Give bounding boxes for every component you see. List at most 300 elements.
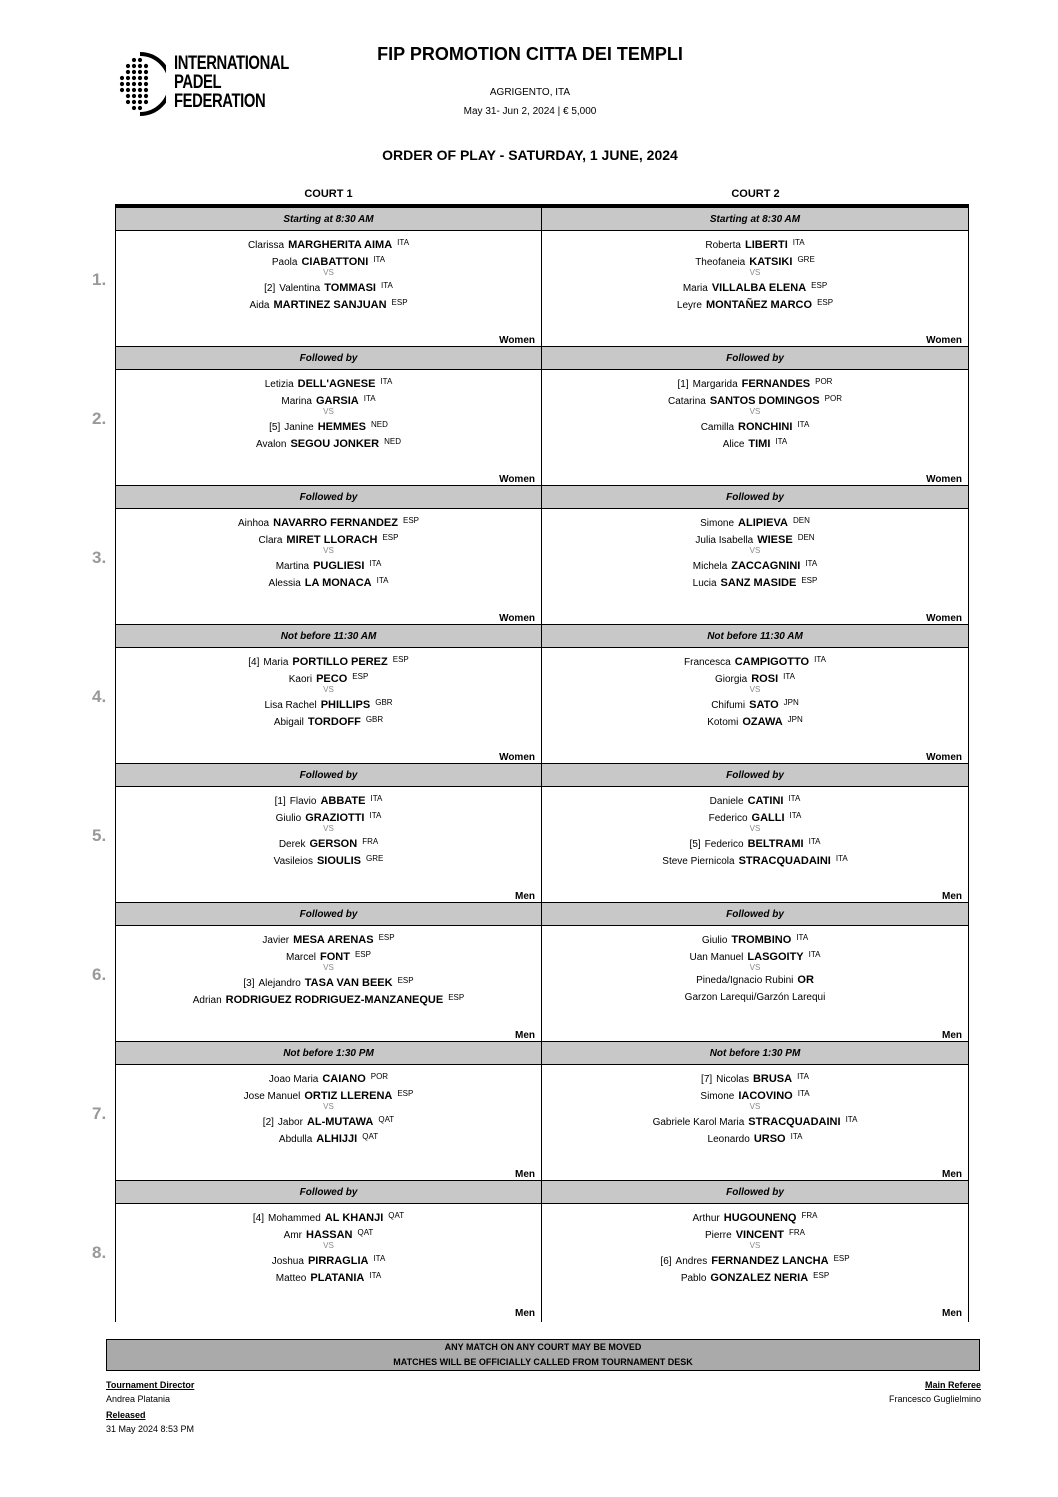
player	[116, 529, 541, 546]
player-last-name: BELTRAMI	[747, 838, 804, 850]
player-seed: [5]	[269, 422, 281, 433]
player-first-name: Aida	[249, 300, 270, 311]
match-slot	[116, 485, 541, 624]
player-last-name: HUGOUNENQ	[723, 1212, 797, 1224]
ipf-logo	[118, 50, 288, 118]
player	[116, 807, 541, 824]
player-first-name: Janine	[284, 422, 314, 433]
player-last-name: GERSON	[309, 838, 358, 850]
player-nationality: ITA	[373, 1254, 386, 1263]
player-first-name: Abigail	[273, 717, 304, 728]
player-nationality: FRA	[801, 1211, 818, 1220]
court-1-column	[115, 207, 542, 1322]
player-nationality: ITA	[792, 238, 805, 247]
player-first-name: Javier	[262, 935, 290, 946]
player	[542, 1267, 968, 1284]
player-first-name: Simone	[700, 1091, 735, 1102]
slot-start-time: Not before 1:30 PM	[116, 1041, 541, 1065]
notice-line-1: ANY MATCH ON ANY COURT MAY BE MOVED	[444, 1342, 642, 1352]
vs-label: VS	[323, 963, 334, 972]
player	[542, 373, 968, 390]
player-nationality: GRE	[797, 255, 815, 264]
player-last-name: STRACQUADAINI	[738, 855, 831, 867]
player-nationality: ESP	[448, 993, 465, 1002]
player	[542, 989, 968, 1006]
player-nationality: FRA	[788, 1228, 805, 1237]
player-nationality: ITA	[790, 1132, 803, 1141]
vs-label: VS	[749, 685, 761, 694]
player-first-name: Adrian	[192, 995, 222, 1006]
match-players	[116, 651, 541, 728]
player-last-name: STRACQUADAINI	[748, 1116, 841, 1128]
player-first-name: Marina	[281, 396, 312, 407]
match-number: 4.	[92, 687, 107, 706]
player-nationality: DEN	[792, 516, 810, 525]
player-nationality: NED	[370, 420, 388, 429]
player-first-name: Uan Manuel	[689, 952, 744, 963]
player-last-name: CIABATTONI	[301, 256, 369, 268]
player	[542, 294, 968, 311]
player	[116, 989, 541, 1006]
tournament-location: AGRIGENTO, ITA	[489, 87, 571, 98]
player	[542, 416, 968, 433]
player-nationality: ESP	[813, 1271, 830, 1280]
match-slot	[116, 624, 541, 763]
player-first-name: Pablo	[680, 1273, 707, 1284]
match-slot	[116, 763, 541, 902]
player-nationality: ITA	[380, 377, 393, 386]
player	[542, 1250, 968, 1267]
player-first-name: Alice	[722, 439, 745, 450]
player-nationality: ITA	[814, 655, 826, 664]
player	[542, 1085, 968, 1102]
player-seed: [5]	[689, 839, 701, 850]
player-last-name: KATSIKI	[749, 256, 793, 268]
player-nationality: ITA	[808, 837, 821, 846]
vs-label: VS	[323, 407, 334, 416]
player-last-name: NAVARRO FERNANDEZ	[273, 517, 398, 529]
player	[542, 1224, 968, 1241]
tournament-dates: May 31- Jun 2, 2024 | € 5,000	[463, 106, 597, 117]
player-first-name: Marcel	[286, 952, 317, 963]
player-nationality: ESP	[833, 1254, 850, 1263]
logo-line-2: PADEL	[174, 72, 222, 93]
match-players	[542, 1068, 968, 1145]
player-last-name: OR	[797, 974, 814, 986]
player-nationality: ITA	[397, 238, 410, 247]
player-first-name: Daniele	[709, 796, 744, 807]
player-last-name: PLATANIA	[310, 1272, 365, 1284]
player-nationality: ITA	[369, 811, 382, 820]
player-last-name: ZACCAGNINI	[731, 560, 801, 572]
player	[116, 694, 541, 711]
player	[542, 529, 968, 546]
player-last-name: WIESE	[757, 534, 793, 546]
referee-label: Main Referee	[924, 1380, 981, 1390]
player-last-name: AL-MUTAWA	[306, 1116, 374, 1128]
player-first-name: Clara	[258, 535, 283, 546]
player-last-name: MESA ARENAS	[293, 934, 374, 946]
player-last-name: MONTAÑEZ MARCO	[705, 299, 813, 311]
player-first-name: Jose Manuel	[243, 1091, 301, 1102]
match-category: Men	[942, 1308, 962, 1319]
match-category: Women	[499, 335, 535, 346]
match-players	[116, 929, 541, 1006]
vs-label: VS	[323, 824, 334, 833]
ipf-ball-icon	[118, 50, 166, 118]
match-category: Men	[515, 1308, 535, 1319]
vs-label: VS	[749, 824, 761, 833]
player-nationality: ITA	[783, 672, 795, 681]
slot-start-time: Followed by	[116, 902, 541, 926]
slot-start-time: Followed by	[116, 346, 541, 370]
player-first-name: Clarissa	[247, 240, 285, 251]
vs-label: VS	[323, 268, 334, 277]
player-nationality: GBR	[365, 715, 384, 724]
match-players	[542, 234, 968, 311]
player-nationality: ESP	[403, 516, 420, 525]
player-first-name: Federico	[708, 813, 748, 824]
match-category: Men	[515, 891, 535, 902]
match-slot	[542, 346, 968, 485]
player	[542, 390, 968, 407]
player-nationality: GRE	[365, 854, 384, 863]
player-first-name: Julia Isabella	[695, 535, 754, 546]
player-last-name: PHILLIPS	[320, 699, 371, 711]
player-nationality: ITA	[805, 559, 818, 568]
match-slot	[542, 763, 968, 902]
player	[116, 850, 541, 867]
player-nationality: ITA	[380, 281, 393, 290]
match-players	[542, 512, 968, 589]
player	[542, 572, 968, 589]
player-last-name: LASGOITY	[747, 951, 804, 963]
player	[542, 555, 968, 572]
main-referee-block	[889, 1380, 981, 1404]
player-last-name: MARTINEZ SANJUAN	[273, 299, 387, 311]
player	[542, 668, 968, 685]
player-last-name: RODRIGUEZ RODRIGUEZ-MANZANEQUE	[225, 994, 444, 1006]
player	[116, 1250, 541, 1267]
match-number: 1.	[92, 270, 107, 289]
player-first-name: Jabor	[277, 1117, 303, 1128]
match-category: Women	[926, 613, 962, 624]
player-nationality: POR	[370, 1072, 389, 1081]
player-first-name: Lucia	[692, 578, 717, 589]
player	[116, 790, 541, 807]
player-nationality: DEN	[797, 533, 815, 542]
player-first-name: Roberta	[705, 240, 741, 251]
player-first-name: Ainhoa	[237, 518, 270, 529]
player	[542, 807, 968, 824]
player-last-name: PECO	[316, 673, 348, 685]
player-nationality: ITA	[797, 420, 810, 429]
player-first-name: Kotomi	[707, 717, 739, 728]
player-nationality: NED	[384, 437, 401, 446]
player-last-name: LA MONACA	[304, 577, 372, 589]
player-seed: [2]	[264, 283, 276, 294]
player-first-name: Steve Piernicola	[662, 856, 735, 867]
player	[116, 572, 541, 589]
player-nationality: ITA	[363, 394, 376, 403]
player-seed: [1]	[677, 379, 689, 390]
player-first-name: Martina	[275, 561, 310, 572]
slot-start-time: Not before 1:30 PM	[542, 1041, 968, 1065]
player-first-name: Nicolas	[716, 1074, 749, 1085]
player-nationality: ESP	[811, 281, 828, 290]
player-first-name: Flavio	[289, 796, 317, 807]
player-first-name: Alessia	[268, 578, 301, 589]
match-category: Men	[942, 1169, 962, 1180]
player-first-name: Vasileios	[273, 856, 313, 867]
player-nationality: ITA	[789, 811, 802, 820]
player	[542, 1111, 968, 1128]
match-slot	[116, 1180, 541, 1319]
court-1-header: COURT 1	[304, 188, 353, 200]
player-first-name: Federico	[704, 839, 744, 850]
court-2-header: COURT 2	[731, 188, 780, 200]
player	[542, 1128, 968, 1145]
match-players	[542, 790, 968, 867]
player	[116, 668, 541, 685]
player-nationality: JPN	[783, 698, 799, 707]
player-first-name: Joao Maria	[268, 1074, 319, 1085]
match-slot	[542, 207, 968, 346]
player	[542, 277, 968, 294]
match-players	[542, 651, 968, 728]
player-first-name: Abdulla	[278, 1134, 313, 1145]
player-seed: [4]	[252, 1213, 264, 1224]
player-nationality: ITA	[376, 576, 389, 585]
player-nationality: ESP	[378, 933, 395, 942]
match-slot	[116, 207, 541, 346]
player-nationality: POR	[815, 377, 833, 386]
player	[542, 251, 968, 268]
match-players	[116, 373, 541, 450]
player	[542, 833, 968, 850]
player-last-name: GRAZIOTTI	[305, 812, 365, 824]
match-players	[116, 1207, 541, 1284]
match-category: Men	[942, 1030, 962, 1041]
player-nationality: ITA	[797, 1072, 809, 1081]
match-number: 5.	[92, 826, 107, 845]
slot-start-time: Followed by	[116, 763, 541, 787]
player-last-name: RONCHINI	[738, 421, 793, 433]
player	[542, 946, 968, 963]
player	[116, 390, 541, 407]
player-last-name: CAIANO	[322, 1073, 366, 1085]
vs-label: VS	[749, 546, 761, 555]
match-category: Women	[499, 474, 535, 485]
player	[116, 294, 541, 311]
player	[116, 711, 541, 728]
match-slot	[116, 1041, 541, 1180]
slot-start-time: Followed by	[542, 1180, 968, 1204]
player-last-name: TOMMASI	[324, 282, 376, 294]
player-last-name: IACOVINO	[738, 1090, 793, 1102]
player-nationality: ITA	[370, 794, 383, 803]
slot-start-time: Not before 11:30 AM	[116, 624, 541, 648]
player-last-name: TORDOFF	[307, 716, 361, 728]
match-category: Women	[926, 752, 962, 763]
player	[116, 929, 541, 946]
slot-start-time: Followed by	[542, 763, 968, 787]
match-players	[116, 790, 541, 867]
player	[542, 790, 968, 807]
match-category: Men	[515, 1030, 535, 1041]
player-first-name: Michela	[692, 561, 728, 572]
match-players	[116, 234, 541, 311]
player-last-name: HEMMES	[317, 421, 366, 433]
player-first-name: Arthur	[692, 1213, 720, 1224]
notice-line-2: MATCHES WILL BE OFFICIALLY CALLED FROM TOURNAMENT DESK	[393, 1357, 693, 1367]
player	[542, 1207, 968, 1224]
player-last-name: TIMI	[748, 438, 771, 450]
player-last-name: AL KHANJI	[324, 1212, 384, 1224]
player	[116, 277, 541, 294]
match-players	[116, 512, 541, 589]
match-slot	[542, 1180, 968, 1319]
player-nationality: ESP	[397, 1089, 414, 1098]
player-nationality: JPN	[787, 715, 803, 724]
order-of-play-title: ORDER OF PLAY - SATURDAY, 1 JUNE, 2024	[382, 147, 678, 163]
player-last-name: CATINI	[747, 795, 784, 807]
match-number: 8.	[92, 1243, 107, 1262]
player-first-name: Maria	[682, 283, 708, 294]
slot-start-time: Followed by	[542, 485, 968, 509]
player-last-name: BRUSA	[752, 1073, 793, 1085]
player-last-name: PIRRAGLIA	[307, 1255, 369, 1267]
player-nationality: ESP	[397, 976, 414, 985]
player	[116, 972, 541, 989]
player	[116, 651, 541, 668]
player	[116, 416, 541, 433]
match-slot	[542, 485, 968, 624]
slot-start-time: Starting at 8:30 AM	[542, 207, 968, 231]
player-first-name: Alejandro	[258, 978, 301, 989]
player-last-name: MARGHERITA AIMA	[288, 239, 393, 251]
player-last-name: OZAWA	[742, 716, 783, 728]
match-slot	[116, 902, 541, 1041]
player-last-name: MIRET LLORACH	[286, 534, 378, 546]
player-nationality: ITA	[788, 794, 801, 803]
player	[116, 512, 541, 529]
match-number: 6.	[92, 965, 107, 984]
slot-start-time: Starting at 8:30 AM	[116, 207, 541, 231]
player-last-name: SEGOU JONKER	[290, 438, 380, 450]
player-first-name: Giulio	[275, 813, 302, 824]
match-number: 3.	[92, 548, 107, 567]
player-first-name: Kaori	[288, 674, 313, 685]
player	[116, 1267, 541, 1284]
match-players	[542, 373, 968, 450]
match-slot	[116, 346, 541, 485]
slot-start-time: Followed by	[116, 485, 541, 509]
player-seed: [7]	[701, 1074, 713, 1085]
vs-label: VS	[749, 1102, 761, 1111]
player-nationality: ITA	[775, 437, 788, 446]
player-nationality: ITA	[797, 1089, 810, 1098]
player-nationality: ITA	[373, 255, 386, 264]
court-2-column	[542, 207, 969, 1322]
match-category: Women	[926, 474, 962, 485]
player	[542, 512, 968, 529]
referee-name: Francesco Guglielmino	[888, 1394, 981, 1404]
player-last-name: ORTIZ LLERENA	[304, 1090, 393, 1102]
vs-label: VS	[323, 685, 334, 694]
player-seed: [6]	[660, 1256, 672, 1267]
player	[116, 833, 541, 850]
player-last-name: ALIPIEVA	[738, 517, 788, 529]
player	[542, 1068, 968, 1085]
released-label: Released	[106, 1410, 146, 1420]
player-nationality: ESP	[382, 533, 399, 542]
player-nationality: POR	[824, 394, 842, 403]
match-slot	[542, 902, 968, 1041]
player-last-name: SATO	[749, 699, 779, 711]
player	[116, 433, 541, 450]
player-nationality: ESP	[817, 298, 834, 307]
player-first-name: Leonardo	[707, 1134, 750, 1145]
tournament-title: FIP PROMOTION CITTA DEI TEMPLI	[377, 44, 683, 64]
player-nationality: ITA	[369, 559, 382, 568]
player-last-name: FERNANDEZ LANCHA	[711, 1255, 829, 1267]
player	[116, 1128, 541, 1145]
player-last-name: VINCENT	[735, 1229, 784, 1241]
match-players	[542, 929, 968, 1006]
player	[116, 555, 541, 572]
player-last-name: GONZALEZ NERIA	[710, 1272, 809, 1284]
player	[116, 373, 541, 390]
released-date: 31 May 2024 8:53 PM	[106, 1424, 195, 1434]
player-nationality: ITA	[808, 950, 821, 959]
match-category: Women	[926, 335, 962, 346]
player-first-name: Matteo	[275, 1273, 307, 1284]
schedule-grid	[115, 204, 969, 1322]
player-first-name: Andres	[675, 1256, 708, 1267]
player	[542, 929, 968, 946]
player-nationality: ITA	[845, 1115, 858, 1124]
player-seed: [4]	[248, 657, 260, 668]
player-nationality: ESP	[392, 655, 409, 664]
player-last-name: SANTOS DOMINGOS	[709, 395, 820, 407]
match-category: Women	[499, 613, 535, 624]
player-first-name: Giulio	[701, 935, 728, 946]
player	[542, 694, 968, 711]
player-nationality: GBR	[375, 698, 393, 707]
player-last-name: ROSI	[751, 673, 779, 685]
player-nationality: QAT	[357, 1228, 374, 1237]
vs-label: VS	[323, 1241, 334, 1250]
player	[116, 1068, 541, 1085]
player-first-name: Letizia	[264, 379, 294, 390]
director-label: Tournament Director	[106, 1380, 195, 1390]
tournament-director-block	[106, 1380, 194, 1434]
player-first-name: Derek	[278, 839, 306, 850]
match-players	[116, 1068, 541, 1145]
logo-line-1: INTERNATIONAL	[174, 53, 289, 74]
player-seed: [2]	[262, 1117, 274, 1128]
vs-label: VS	[749, 268, 761, 277]
player-first-name: Chifumi	[711, 700, 746, 711]
player-nationality: ESP	[354, 950, 371, 959]
match-category: Men	[942, 891, 962, 902]
player-first-name: Mohammed	[267, 1213, 321, 1224]
player-last-name: FERNANDES	[741, 378, 811, 390]
notice-box	[106, 1339, 980, 1371]
player-first-name: Pineda/Ignacio Rubini	[696, 975, 794, 986]
player-last-name: GARSIA	[315, 395, 359, 407]
